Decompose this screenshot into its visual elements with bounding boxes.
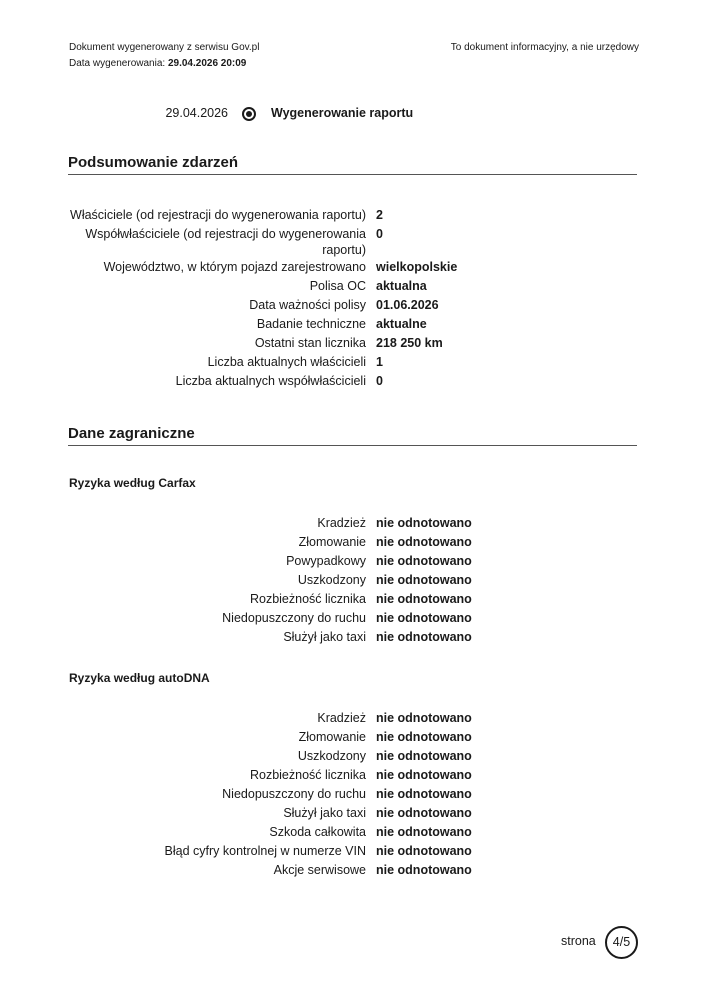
- disclaimer-text: To dokument informacyjny, a nie urzędowy: [450, 42, 639, 53]
- summary-value: 0: [376, 227, 383, 241]
- summary-value: aktualne: [376, 317, 427, 331]
- summary-value: aktualna: [376, 279, 427, 293]
- summary-section-title: Podsumowanie zdarzeń: [68, 154, 637, 175]
- summary-row: [0, 207, 707, 226]
- generation-date-value: 29.04.2026 20:09: [167, 58, 247, 69]
- summary-label: Data ważności polisy: [249, 298, 366, 312]
- autodna-value: nie odnotowano: [376, 863, 472, 877]
- summary-row: [0, 278, 707, 297]
- summary-label: Współwłaściciele (od rejestracji do wygenerowania raportu): [85, 227, 366, 257]
- carfax-row: [0, 534, 707, 553]
- autodna-row: [0, 729, 707, 748]
- autodna-row: [0, 843, 707, 862]
- carfax-row: [0, 610, 707, 629]
- summary-row: [0, 316, 707, 335]
- autodna-row: [0, 748, 707, 767]
- carfax-value: nie odnotowano: [376, 573, 472, 587]
- summary-label: Właściciele (od rejestracji do wygenerowania raportu): [70, 208, 366, 222]
- carfax-label: Złomowanie: [298, 535, 366, 549]
- carfax-label: Rozbieżność licznika: [249, 592, 366, 606]
- carfax-row: [0, 553, 707, 572]
- timeline-entry: [0, 104, 707, 124]
- timeline-label: Wygenerowanie raportu: [271, 106, 414, 120]
- carfax-row: [0, 629, 707, 648]
- autodna-value: nie odnotowano: [376, 749, 472, 763]
- document-header: [69, 40, 259, 72]
- autodna-label: Złomowanie: [298, 730, 366, 744]
- summary-label: Polisa OC: [309, 279, 366, 293]
- autodna-label: Uszkodzony: [297, 749, 366, 763]
- page-label: strona: [561, 934, 596, 948]
- autodna-value: nie odnotowano: [376, 711, 472, 725]
- autodna-table: [0, 710, 707, 881]
- autodna-row: [0, 805, 707, 824]
- source-text: Dokument wygenerowany z serwisu Gov.pl: [69, 42, 260, 53]
- carfax-value: nie odnotowano: [376, 554, 472, 568]
- autodna-row: [0, 862, 707, 881]
- autodna-value: nie odnotowano: [376, 806, 472, 820]
- generation-date-label: Data wygenerowania:: [69, 58, 166, 69]
- summary-value: 218 250 km: [376, 336, 443, 350]
- carfax-value: nie odnotowano: [376, 611, 472, 625]
- carfax-value: nie odnotowano: [376, 516, 472, 530]
- carfax-table: [0, 515, 707, 648]
- autodna-value: nie odnotowano: [376, 768, 472, 782]
- autodna-row: [0, 710, 707, 729]
- summary-label: Badanie techniczne: [256, 317, 366, 331]
- autodna-row: [0, 824, 707, 843]
- generation-date: [69, 56, 259, 72]
- autodna-label: Szkoda całkowita: [269, 825, 366, 839]
- summary-row: [0, 335, 707, 354]
- carfax-label: Uszkodzony: [297, 573, 366, 587]
- autodna-value: nie odnotowano: [376, 787, 472, 801]
- carfax-row: [0, 515, 707, 534]
- autodna-label: Rozbieżność licznika: [249, 768, 366, 782]
- summary-value: wielkopolskie: [376, 260, 458, 274]
- carfax-value: nie odnotowano: [376, 630, 472, 644]
- summary-row: [0, 354, 707, 373]
- carfax-label: Kradzież: [317, 516, 366, 530]
- summary-row: [0, 297, 707, 316]
- summary-row: [0, 226, 707, 259]
- page-number: 4/5: [605, 926, 638, 959]
- autodna-value: nie odnotowano: [376, 844, 472, 858]
- autodna-label: Służył jako taxi: [283, 806, 366, 820]
- carfax-label: Niedopuszczony do ruchu: [222, 611, 366, 625]
- summary-label: Województwo, w którym pojazd zarejestrowano: [103, 260, 366, 274]
- summary-table: [0, 207, 707, 392]
- autodna-row: [0, 767, 707, 786]
- timeline-dot-icon: [242, 107, 256, 121]
- autodna-label: Akcje serwisowe: [273, 863, 366, 877]
- summary-value: 0: [376, 374, 383, 388]
- autodna-subtitle: Ryzyka według autoDNA: [69, 671, 210, 685]
- summary-value: 2: [376, 208, 383, 222]
- carfax-row: [0, 591, 707, 610]
- carfax-subtitle: Ryzyka według Carfax: [69, 476, 196, 490]
- autodna-label: Kradzież: [317, 711, 366, 725]
- autodna-value: nie odnotowano: [376, 825, 472, 839]
- carfax-value: nie odnotowano: [376, 535, 472, 549]
- carfax-value: nie odnotowano: [376, 592, 472, 606]
- summary-label: Liczba aktualnych właścicieli: [207, 355, 366, 369]
- summary-value: 1: [376, 355, 383, 369]
- autodna-label: Błąd cyfry kontrolnej w numerze VIN: [164, 844, 366, 858]
- summary-label: Ostatni stan licznika: [254, 336, 366, 350]
- autodna-value: nie odnotowano: [376, 730, 472, 744]
- summary-label: Liczba aktualnych współwłaścicieli: [175, 374, 366, 388]
- carfax-row: [0, 572, 707, 591]
- timeline-date: 29.04.2026: [165, 106, 228, 120]
- summary-row: [0, 373, 707, 392]
- autodna-row: [0, 786, 707, 805]
- foreign-section-title: Dane zagraniczne: [68, 425, 637, 446]
- carfax-label: Służył jako taxi: [283, 630, 366, 644]
- autodna-label: Niedopuszczony do ruchu: [222, 787, 366, 801]
- carfax-label: Powypadkowy: [286, 554, 366, 568]
- summary-value: 01.06.2026: [376, 298, 439, 312]
- summary-row: [0, 259, 707, 278]
